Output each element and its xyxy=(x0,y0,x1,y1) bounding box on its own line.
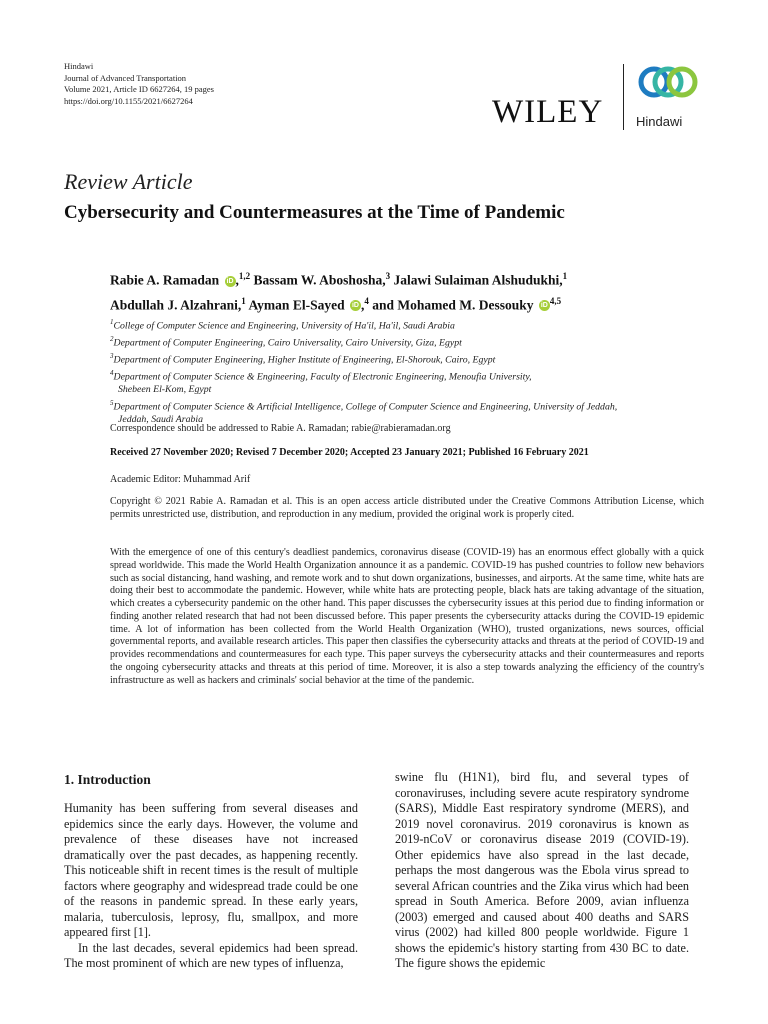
orcid-icon[interactable]: iD xyxy=(351,302,359,310)
body-column-left xyxy=(64,770,358,972)
affiliation-text: Department of Computer Science & Engineering, Faculty of Electronic Engineering, Menoufia University, xyxy=(113,371,532,383)
correspondence: Correspondence should be addressed to Rabie A. Ramadan; rabie@rabieramadan.org xyxy=(110,423,451,434)
affiliation-sup: 1 xyxy=(110,318,114,326)
body-column-right xyxy=(395,770,689,972)
article-title: Cybersecurity and Countermeasures at the Time of Pandemic xyxy=(64,202,565,223)
affiliation xyxy=(110,367,710,384)
volume-line: Volume 2021, Article ID 6627264, 19 pages xyxy=(64,84,214,94)
author-name: Rabie A. Ramadan xyxy=(110,272,220,288)
affiliation-sup: 3 xyxy=(110,352,114,361)
orcid-icon[interactable]: iD xyxy=(226,277,234,285)
affiliation-sup: 5 xyxy=(110,399,114,408)
hindawi-logo-icon xyxy=(636,64,700,104)
author-sup: 1,2 xyxy=(238,271,251,281)
author-line-2: Abdullah J. Alzahrani,$^1$ Ayman El-Sayed iD ,$^4$ and Mohamed M. Dessouky iD$^{4,5}$ xyxy=(110,295,562,312)
author-name: and Mohamed M. Dessouky xyxy=(372,297,534,312)
author-sup: 3 xyxy=(385,271,391,281)
brand-divider xyxy=(623,64,624,130)
affiliation-text: Department of Computer Engineering, Cairo Universality, Cairo University, Giza, Egypt xyxy=(113,337,462,349)
author-name: Jalawi Sulaiman Alshudukhi, xyxy=(393,272,563,288)
author-name: Bassam W. Aboshosha, xyxy=(253,272,386,288)
affiliation-text: College of Computer Science and Engineering, University of Ha'il, Ha'il, Saudi Arabia xyxy=(113,320,455,332)
journal-info xyxy=(64,61,214,107)
affiliation-sup: 4 xyxy=(110,369,114,378)
publisher-name: Hindawi xyxy=(64,61,94,71)
author-line-1: Rabie A. Ramadan iD ,$^{1,2}$ Bassam W. Aboshosha,$^3$ Jalawi Sulaiman Alshudukhi,$^1$ xyxy=(110,271,568,288)
wiley-logo: WILEY xyxy=(492,94,604,130)
author-list xyxy=(110,266,567,315)
author-sup: 1 xyxy=(241,295,246,306)
affiliation xyxy=(110,350,710,367)
academic-editor: Academic Editor: Muhammad Arif xyxy=(110,474,251,485)
affiliation-text: Department of Computer Science & Artificial Intelligence, College of Computer Science and Engineering, University of Jeddah, xyxy=(113,401,618,413)
body-paragraph: swine flu (H1N1), bird flu, and several types of coronaviruses, including severe acute respiratory syndrome (SARS), Middle East respiratory syndrome (MERS), and 2019 novel coronavirus. 2019 coronavirus is known as 2019-nCoV or coronavirus disease 2019 (COVID-19). Other epidemics have also spread in the last decade, perhaps the most dangerous was the Ebola virus spread to several African countries and the Zika virus which had been spread in South America. Before 2009, avian influenza (2003) emerged and caused about 400 deaths and SARS virus (2002) had killed 800 people worldwide. Figure 1 shows the epidemic's history starting from 430 BC to date. The figure shows the epidemic xyxy=(395,770,689,970)
affiliations xyxy=(110,316,710,427)
author-sup: 1 xyxy=(562,271,568,281)
orcid-icon[interactable]: iD xyxy=(540,302,548,310)
copyright-notice: Copyright © 2021 Rabie A. Ramadan et al. This is an open access article distributed under the Creative Commons Attribution License, which permits unrestricted use, distribution, and reproduction in any medium, provided the original work is properly cited. xyxy=(110,496,704,520)
journal-name: Journal of Advanced Transportation xyxy=(64,72,187,83)
affiliation xyxy=(110,333,710,350)
hindawi-wordmark: Hindawi xyxy=(636,114,683,129)
affiliation xyxy=(110,316,710,333)
affiliation-sup: 2 xyxy=(110,335,114,344)
author-name: Abdullah J. Alzahrani, xyxy=(110,297,242,312)
author-sup: 4,5 xyxy=(549,295,562,306)
affiliation-text: Department of Computer Engineering, Higher Institute of Engineering, El-Shorouk, Cairo, Egypt xyxy=(113,354,496,366)
affiliation xyxy=(110,397,710,414)
body-paragraph: Humanity has been suffering from several diseases and epidemics since the early days. However, the volume and prevalence of these diseases have not increased dramatically over the past decades, as happening recently. This noticeable shift in recent times is the result of multiple factors where geography and widespread trade could be one of the reasons in pandemic spread. In these early years, malaria, tuberculosis, leprosy, flu, smallpox, and more appeared first [1]. xyxy=(64,801,358,939)
author-name: Ayman El-Sayed xyxy=(248,297,345,312)
author-sup: 4 xyxy=(364,295,369,306)
affiliation-continued: Shebeen El-Kom, Egypt xyxy=(118,384,212,396)
body-paragraph: In the last decades, several epidemics had been spread. The most prominent of which are new types of influenza, xyxy=(64,940,358,970)
publication-dates: Received 27 November 2020; Revised 7 December 2020; Accepted 23 January 2021; Published 16 February 2021 xyxy=(110,447,589,458)
article-type: Review Article xyxy=(64,169,193,194)
affiliation-continued: Jeddah, Saudi Arabia xyxy=(118,414,203,426)
doi-link[interactable]: https://doi.org/10.1155/2021/6627264 xyxy=(64,95,193,106)
abstract: With the emergence of one of this century's deadliest pandemics, coronavirus disease (COVID-19) has an enormous effect globally with a quick spread worldwide. This made the World Health Organization announce it as a pandemic. COVID-19 has pushed countries to follow new behaviors such as social distancing, hand washing, and remote work and to shut down organizations, businesses, and airports. At the same time, white hats are doing their best to accommodate the pandemic. However, while white hats are protecting people, black hats are taking advantage of the situation, which creates a cybersecurity pandemic on the other hand. This paper discusses the cybersecurity issues at this period due to finding information or finding another related research that had not been discussed before. This paper presents the cybersecurity attacks during the COVID-19 epidemic time. A lot of information has been collected from the World Health Organization (WHO), trusted organizations, news sources, official governmental reports, and available research articles. This paper then classifies the cybersecurity attacks and threats at the period of COVID-19 and provides recommendations and countermeasures for each type. This paper surveys the cybersecurity attacks and their countermeasures and reports the ongoing cybersecurity attacks and threats at this period of time. Moreover, it is also a step towards analyzing the efficiency of the country's infrastructure as well as hackers and criminals' social behavior at the time of the pandemic. xyxy=(110,547,704,686)
section-heading: 1. Introduction xyxy=(64,772,151,787)
